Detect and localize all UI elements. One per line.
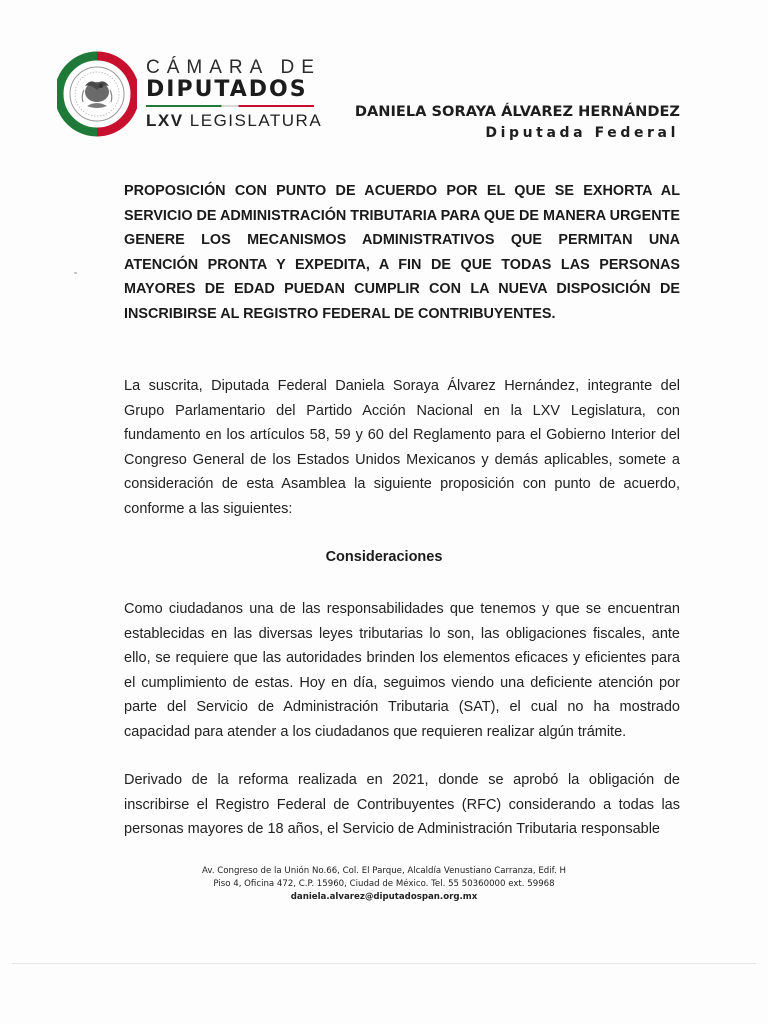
national-seal-icon: [57, 50, 137, 138]
body-paragraph-2: Derivado de la reforma realizada en 2021, donde se aprobó la obligación de inscribirse el Registro Federal de Contribuyentes (RFC) considerando a todas las personas mayores de 18 años, el Servicio de Administración Tributaria responsable: [124, 772, 680, 838]
logo-line-diputados: DIPUTADOS: [146, 77, 308, 102]
intro-paragraph: La suscrita, Diputada Federal Daniela Soraya Álvarez Hernández, integrante del Grupo Parlamentario del Partido Acción Nacional en la LXV Legislatura, con fundamento en los artículos 58, 59 y 60 del Reglamento para el Gobierno Interior del Congreso General de los Estados Unidos Mexicanos y demás aplicables, somete a consideración de esta Asamblea la siguiente proposición con punto de acuerdo, conforme a las siguientes:: [124, 378, 680, 517]
logo-line-camara-de: CÁMARA DE: [146, 57, 321, 78]
legislatura-label: LEGISLATURA: [183, 111, 323, 130]
scan-speck: [74, 272, 77, 274]
footer-email: daniela.alvarez@diputadospan.org.mx: [290, 892, 478, 902]
page-bottom-divider: [12, 963, 756, 964]
logo-line-legislatura: [146, 111, 321, 131]
page-footer: [0, 865, 768, 904]
camara-seal-logo: [57, 50, 137, 138]
camara-wordmark: [146, 58, 321, 131]
section-heading: Consideraciones: [325, 549, 443, 565]
author-name: DANIELA SORAYA ÁLVAREZ HERNÁNDEZ: [354, 103, 680, 120]
body-paragraph-1: Como ciudadanos una de las responsabilidades que tenemos y que se encuentran establecidas en las diversas leyes tributarias lo son, las obligaciones fiscales, ante ello, se requiere que las autoridades brinden los elementos eficaces y eficientes para el cumplimiento de estas. Hoy en día, seguimos viendo una deficiente atención por parte del Servicio de Administración Tributaria (SAT), el cual no ha mostrado capacidad para atender a los ciudadanos que requieren realizar algún trámite.: [124, 601, 680, 740]
logo-tricolor-rule: [146, 105, 314, 107]
footer-address-line-1: Av. Congreso de la Unión No.66, Col. El Parque, Alcaldía Venustiano Carranza, Edif. H: [202, 866, 566, 876]
author-role: Diputada Federal: [485, 125, 679, 141]
legislatura-number: LXV: [146, 111, 184, 130]
document-title: PROPOSICIÓN CON PUNTO DE ACUERDO POR EL QUE SE EXHORTA AL SERVICIO DE ADMINISTRACIÓN TRIBUTARIA PARA QUE DE MANERA URGENTE GENERE LOS MECANISMOS ADMINISTRATIVOS QUE PERMITAN UNA ATENCIÓN PRONTA Y EXPEDITA, A FIN DE QUE TODAS LAS PERSONAS MAYORES DE EDAD PUEDAN CUMPLIR CON LA NUEVA DISPOSICIÓN DE INSCRIBIRSE AL REGISTRO FEDERAL DE CONTRIBUYENTES.: [124, 183, 680, 322]
footer-address-line-2: Piso 4, Oficina 472, C.P. 15960, Ciudad de México. Tel. 55 50360000 ext. 59968: [213, 879, 555, 889]
